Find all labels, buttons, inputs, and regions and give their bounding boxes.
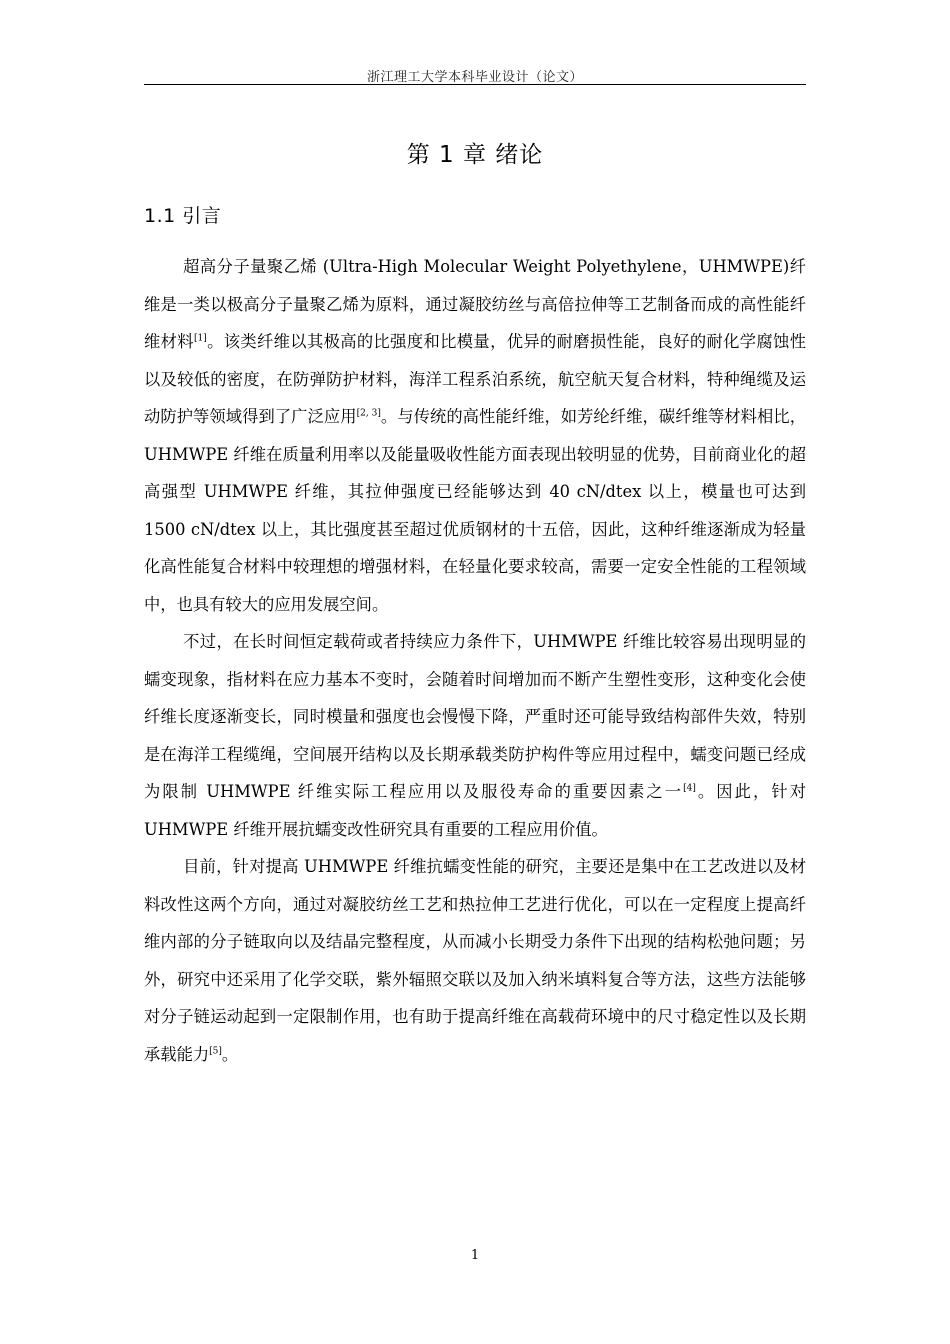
chapter-title: 第 1 章 绪论 [406, 142, 544, 168]
paragraph-3-text-2: 。 [221, 1044, 239, 1064]
paragraph-1-text-2: 。该类纤维以其极高的比强度和比模量，优异的耐磨损性能，良好的耐化学腐蚀性以及较低的密度，在防弹防护材料，海洋工程系泊系统，航空航天复合材料，特种绳缆及运动防护等领域得到了广泛应用 [144, 332, 806, 426]
paragraph-1-text-3: 。与传统的高性能纤维，如芳纶纤维，碳纤维等材料相比，UHMWPE 纤维在质量利用率以及能量吸收性能方面表现出较明显的优势，目前商业化的超高强型 UHMWPE 纤维，其拉伸强度已经能够达到 40 cN/dtex 以上，模量也可达到 1500 cN/dtex 以上，其比强度甚至超过优质钢材的十五倍，因此，这种纤维逐渐成为轻量化高性能复合材料中较理想的增强材料，在轻量化要求较高，需要一定安全性能的工程领域中，也具有较大的应用发展空间。 [144, 407, 806, 614]
paragraph-1 [144, 248, 806, 623]
paragraph-2-text-1: 不过，在长时间恒定载荷或者持续应力条件下，UHMWPE 纤维比较容易出现明显的蠕变现象，指材料在应力基本不变时，会随着时间增加而不断产生塑性变形，这种变化会使纤维长度逐渐变长，同时模量和强度也会慢慢下降，严重时还可能导致结构部件失效，特别是在海洋工程缆绳，空间展开结构以及长期承载类防护构件等应用过程中，蠕变问题已经成为限制 UHMWPE 纤维实际工程应用以及服役寿命的重要因素之一 [144, 632, 806, 801]
body-text [144, 248, 806, 1073]
section-title: 1.1 引言 [144, 205, 222, 227]
paragraph-3-text-1: 目前，针对提高 UHMWPE 纤维抗蠕变性能的研究，主要还是集中在工艺改进以及材料改性这两个方向，通过对凝胶纺丝工艺和热拉伸工艺进行优化，可以在一定程度上提高纤维内部的分子链取向以及结晶完整程度，从而减小长期受力条件下出现的结构松弛问题；另外，研究中还采用了化学交联，紫外辐照交联以及加入纳米填料复合等方法，这些方法能够对分子链运动起到一定限制作用，也有助于提高纤维在高载荷环境中的尺寸稳定性以及长期承载能力 [144, 857, 806, 1064]
citation-2-3: [2, 3] [356, 408, 381, 419]
citation-5: [5] [209, 1046, 222, 1057]
paragraph-2 [144, 623, 806, 848]
page-number: 1 [470, 1248, 480, 1263]
paragraph-2-text-2: 。因此，针对 UHMWPE 纤维开展抗蠕变改性研究具有重要的工程应用价值。 [144, 782, 806, 839]
citation-4: [4] [683, 783, 696, 794]
header-rule [144, 84, 806, 85]
running-header: 浙江理工大学本科毕业设计（论文） [366, 70, 583, 85]
paragraph-1-text-1: 超高分子量聚乙烯 (Ultra-High Molecular Weight Polyethylene，UHMWPE)纤维是一类以极高分子量聚乙烯为原料，通过凝胶纺丝与高倍拉伸等工艺制备而成的高性能纤维材料 [144, 257, 806, 351]
citation-1: [1] [193, 333, 207, 344]
paragraph-3 [144, 848, 806, 1073]
